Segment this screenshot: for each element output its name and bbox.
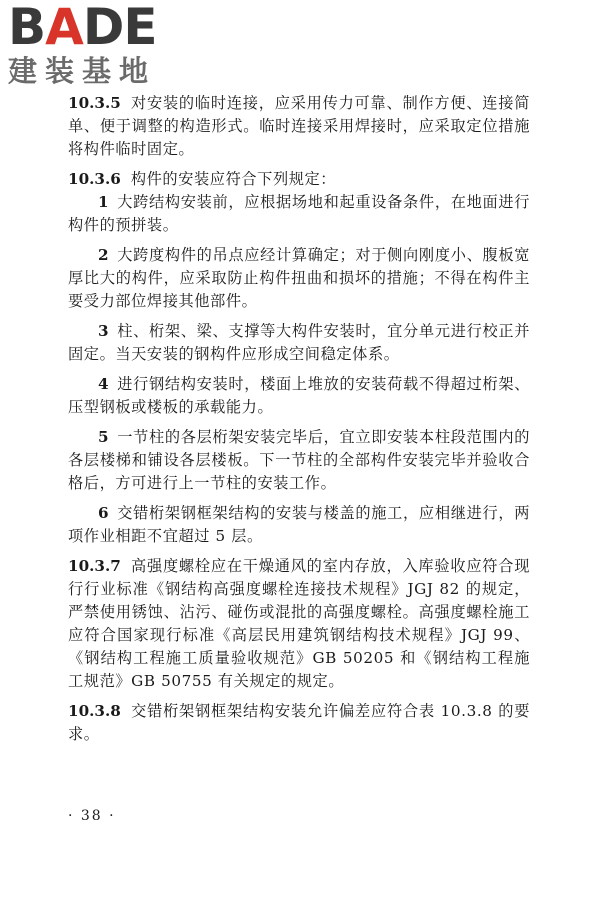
logo — [6, 2, 176, 92]
clause-number: 10.3.5 — [68, 94, 121, 112]
clause-text: 交错桁架钢框架结构安装允许偏差应符合表 10.3.8 的要求。 — [68, 702, 530, 743]
item-number: 3 — [98, 322, 110, 340]
clause-10-3-7 — [68, 555, 530, 693]
clause-item-6 — [68, 502, 530, 548]
item-text: 交错桁架钢框架结构的安装与楼盖的施工，应相继进行，两项作业相距不宜超过 5 层。 — [68, 504, 530, 545]
document-body — [68, 92, 530, 746]
item-number: 5 — [98, 428, 110, 446]
clause-text: 构件的安装应符合下列规定： — [130, 170, 337, 188]
item-number: 1 — [98, 193, 110, 211]
item-text: 一节柱的各层桁架安装完毕后，宜立即安装本柱段范围内的各层楼梯和铺设各层楼板。下一节柱的全部构件安装完毕并验收合格后，方可进行上一节柱的安装工作。 — [68, 428, 530, 492]
clause-item-4 — [68, 373, 530, 419]
logo-brand-cn: 建装基地 — [8, 54, 157, 88]
logo-brand-en — [8, 0, 157, 54]
clause-10-3-8 — [68, 700, 530, 746]
item-text: 进行钢结构安装时，楼面上堆放的安装荷载不得超过桁架、压型钢板或楼板的承载能力。 — [68, 375, 530, 416]
item-number: 4 — [98, 375, 110, 393]
logo-brand-en-text: BADE — [8, 0, 157, 56]
clause-number: 10.3.7 — [68, 557, 121, 575]
clause-text: 高强度螺栓应在干燥通风的室内存放，入库验收应符合现行行业标准《钢结构高强度螺栓连接技术规程》JGJ 82 的规定，严禁使用锈蚀、沾污、碰伤或混批的高强度螺栓。高强度螺栓施工应符合国家现行标准《高层民用建筑钢结构技术规程》JGJ 99、《钢结构工程施工质量验收规范》GB 50205 和《钢结构工程施工规范》GB 50755 有关规定的规定。 — [68, 557, 530, 690]
clause-item-1 — [68, 191, 530, 237]
clause-item-3 — [68, 320, 530, 366]
clause-item-5 — [68, 426, 530, 495]
clause-number: 10.3.8 — [68, 702, 121, 720]
clause-10-3-6 — [68, 168, 530, 191]
item-number: 6 — [98, 504, 110, 522]
item-text: 柱、桁架、梁、支撑等大构件安装时，宜分单元进行校正并固定。当天安装的钢构件应形成空间稳定体系。 — [68, 322, 530, 363]
clause-item-2 — [68, 244, 530, 313]
clause-number: 10.3.6 — [68, 170, 121, 188]
item-number: 2 — [98, 246, 110, 264]
item-text: 大跨度构件的吊点应经计算确定；对于侧向刚度小、腹板宽厚比大的构件，应采取防止构件扭曲和损坏的措施；不得在构件主要受力部位焊接其他部件。 — [68, 246, 530, 310]
page-number: · 38 · — [68, 808, 116, 824]
clause-10-3-5 — [68, 92, 530, 161]
item-text: 大跨结构安装前，应根据场地和起重设备条件，在地面进行构件的预拼装。 — [68, 193, 530, 234]
clause-text: 对安装的临时连接，应采用传力可靠、制作方便、连接简单、便于调整的构造形式。临时连接采用焊接时，应采取定位措施将构件临时固定。 — [68, 94, 530, 158]
